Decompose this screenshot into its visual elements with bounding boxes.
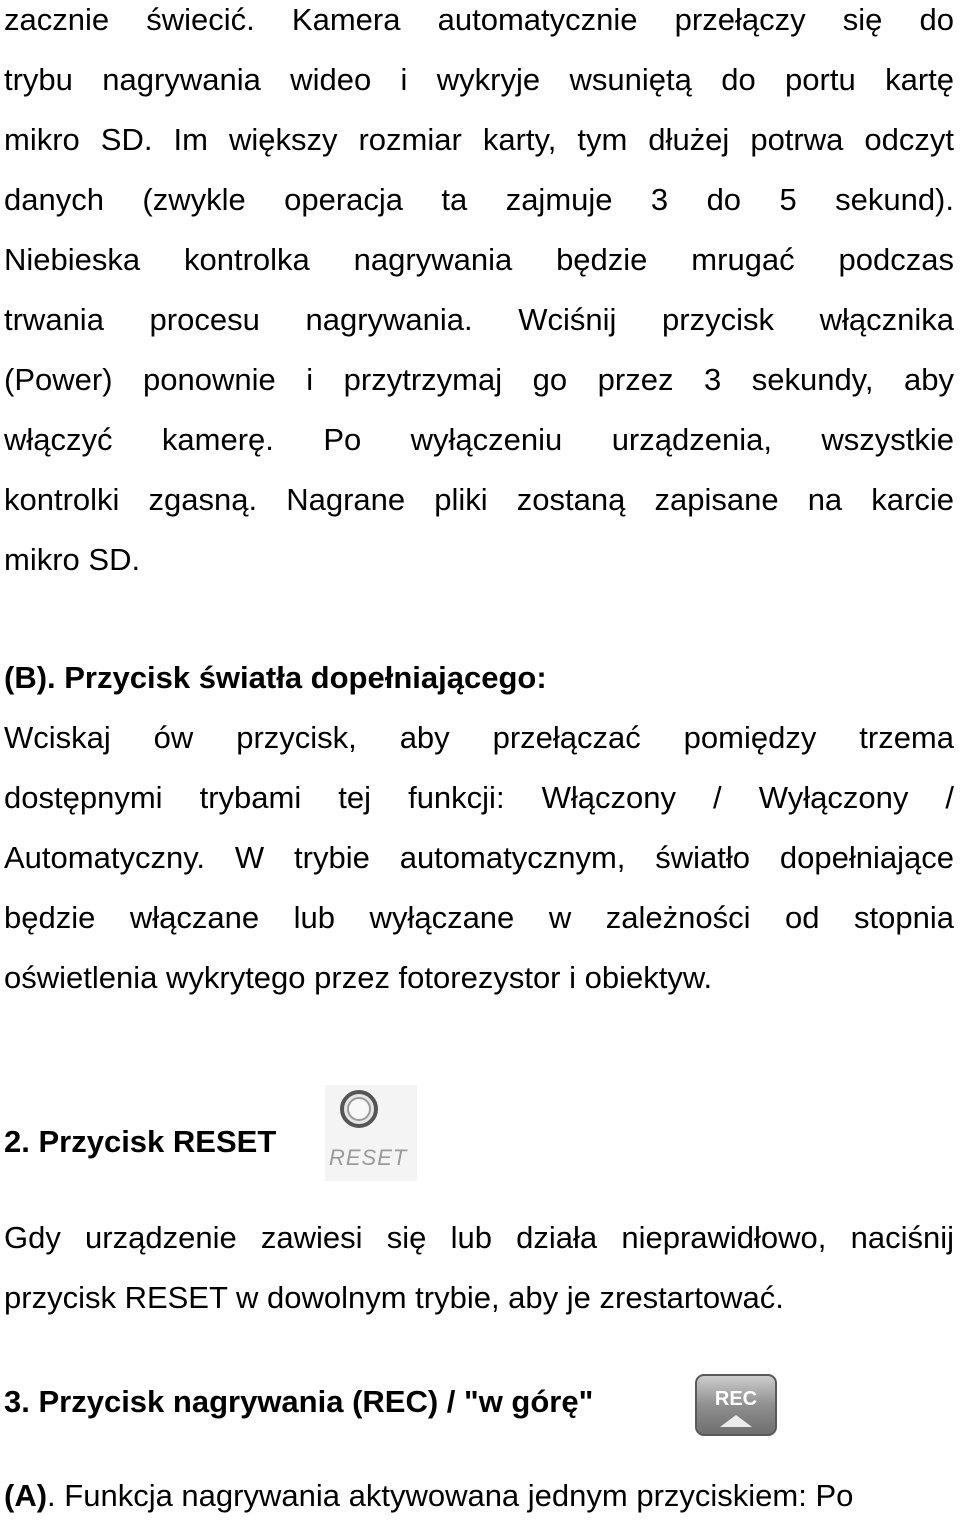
intro-line: zacznie świecić. Kamera automatycznie przełączy się do <box>4 2 954 37</box>
reset-icon-label: RESET <box>329 1145 408 1170</box>
intro-line: włączyć kamerę. Po wyłączeniu urządzenia, wszystkie <box>4 422 954 457</box>
rec-icon-label: REC <box>714 1388 758 1410</box>
section-a-label: (A) <box>4 1478 48 1513</box>
section-2-heading: 2. Przycisk RESET <box>4 1124 277 1159</box>
section-b-line: Wciskaj ów przycisk, aby przełączać pomiędzy trzema <box>4 720 954 755</box>
intro-line: (Power) ponownie i przytrzymaj go przez 3 sekundy, aby <box>4 362 954 397</box>
rec-button-icon <box>694 1373 778 1437</box>
section-2-line: Gdy urządzenie zawiesi się lub działa nieprawidłowo, naciśnij <box>4 1220 954 1255</box>
section-a-text: . Funkcja nagrywania aktywowana jednym przyciskiem: Po <box>47 1478 854 1513</box>
intro-line: trwania procesu nagrywania. Wciśnij przycisk włącznika <box>4 302 954 337</box>
section-b-heading: (B). Przycisk światła dopełniającego: <box>4 660 547 695</box>
section-b-line: dostępnymi trybami tej funkcji: Włączony / Wyłączony / <box>4 780 954 815</box>
section-b-line: będzie włączane lub wyłączane w zależności od stopnia <box>4 900 954 935</box>
intro-line: trybu nagrywania wideo i wykryje wsuniętą do portu kartę <box>4 62 954 97</box>
section-3-heading: 3. Przycisk nagrywania (REC) / "w górę" <box>4 1384 594 1419</box>
reset-button-icon <box>325 1085 417 1181</box>
section-a-line <box>4 1476 954 1516</box>
intro-line: kontrolki zgasną. Nagrane pliki zostaną zapisane na karcie <box>4 482 954 517</box>
intro-line: mikro SD. Im większy rozmiar karty, tym dłużej potrwa odczyt <box>4 122 954 157</box>
section-b-line: oświetlenia wykrytego przez fotorezystor i obiektyw. <box>4 960 713 995</box>
intro-line: mikro SD. <box>4 542 141 577</box>
intro-line: Niebieska kontrolka nagrywania będzie mrugać podczas <box>4 242 954 277</box>
intro-line: danych (zwykle operacja ta zajmuje 3 do 5 sekund). <box>4 182 954 217</box>
section-b-line: Automatyczny. W trybie automatycznym, światło dopełniające <box>4 840 954 875</box>
section-2-line: przycisk RESET w dowolnym trybie, aby je zrestartować. <box>4 1280 784 1315</box>
